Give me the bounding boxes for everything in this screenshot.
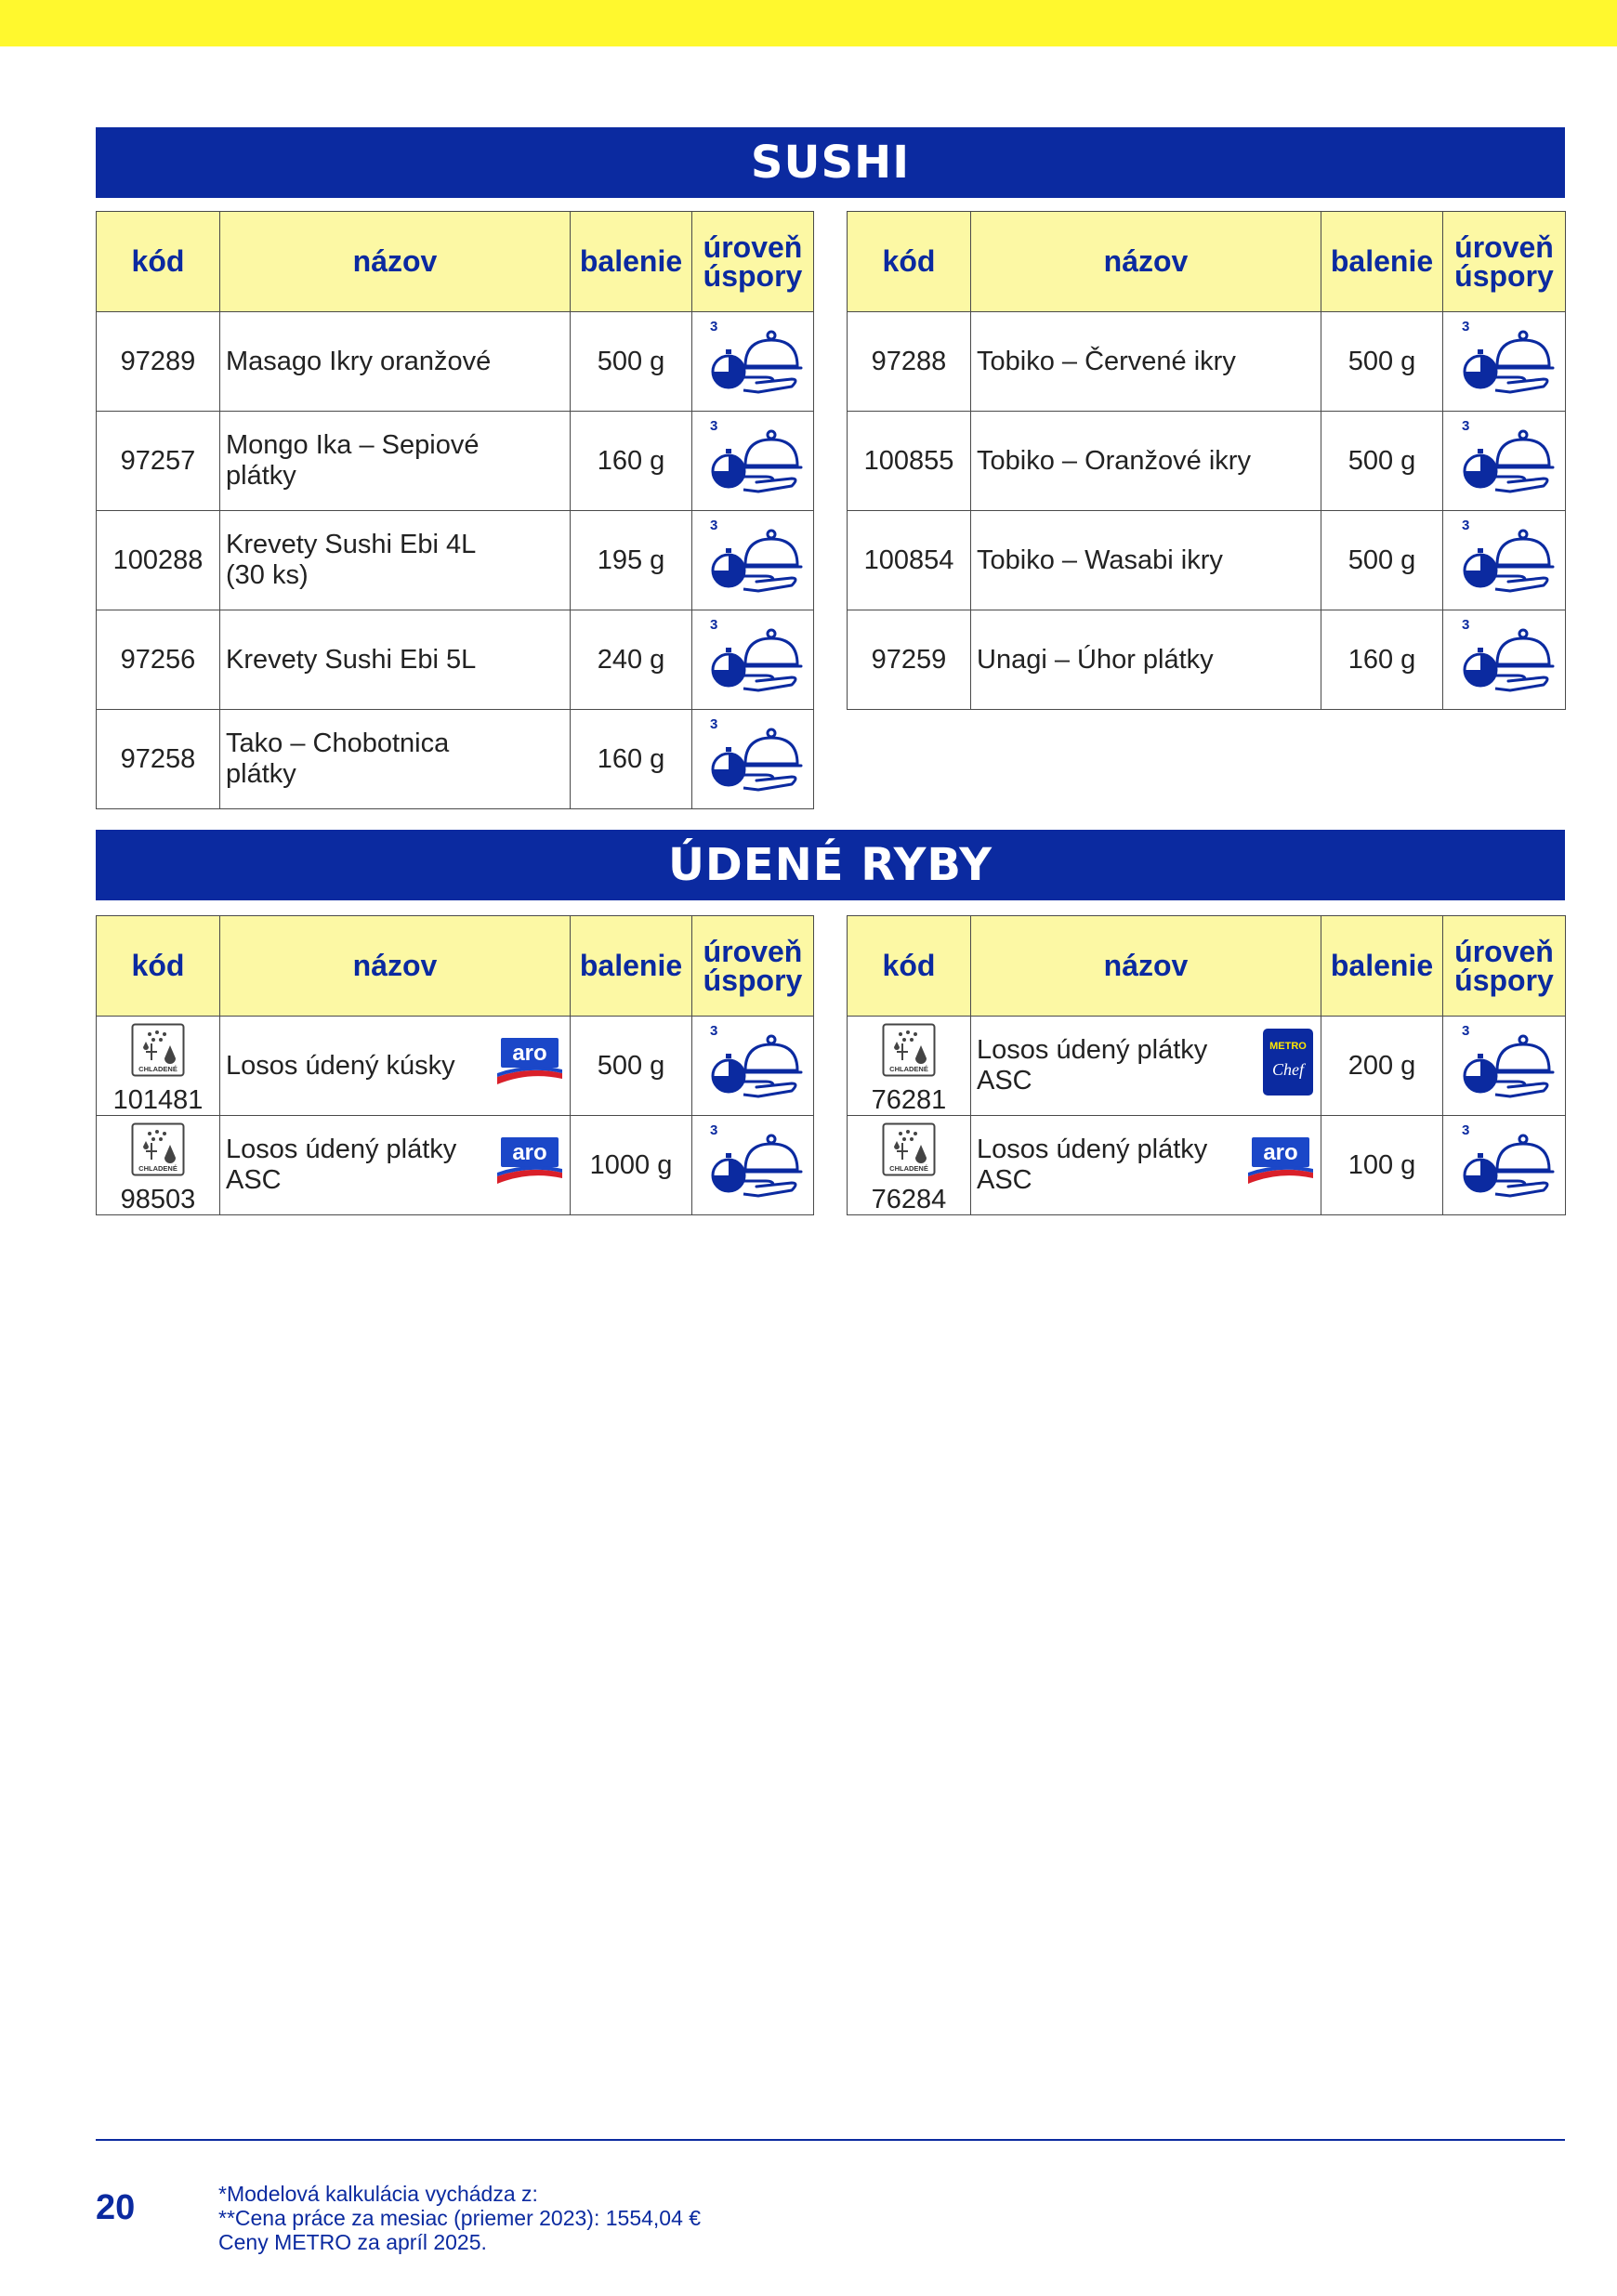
product-name bbox=[220, 1017, 571, 1116]
aro-brand-logo bbox=[495, 1135, 564, 1195]
product-name-line: Tako – Chobotnica bbox=[226, 728, 450, 758]
savings-level-cell bbox=[1443, 312, 1566, 412]
product-name bbox=[220, 412, 571, 511]
product-name bbox=[971, 1116, 1321, 1215]
savings-level-cloche-icon bbox=[1453, 1020, 1557, 1111]
svg-text:3: 3 bbox=[1461, 319, 1469, 335]
product-pack-size: 100 g bbox=[1321, 1116, 1443, 1215]
header-pack: balenie bbox=[1321, 212, 1443, 312]
table-row bbox=[97, 1017, 814, 1116]
footnote-line: **Cena práce za mesiac (priemer 2023): 1554,04 € bbox=[218, 2206, 702, 2230]
savings-level-cell bbox=[692, 1116, 814, 1215]
product-name-text bbox=[977, 545, 1321, 576]
header-code: kód bbox=[97, 212, 220, 312]
product-name bbox=[220, 710, 571, 809]
product-name bbox=[220, 511, 571, 610]
product-name-line: Unagi – Úhor plátky bbox=[977, 644, 1214, 675]
product-pack-size: 160 g bbox=[1321, 610, 1443, 710]
product-code: 76281 bbox=[871, 1085, 947, 1115]
product-name-text bbox=[226, 347, 570, 377]
table-row bbox=[97, 312, 814, 412]
product-name bbox=[220, 312, 571, 412]
savings-level-cell bbox=[692, 610, 814, 710]
product-name-text bbox=[226, 430, 570, 492]
table-row bbox=[848, 610, 1566, 710]
product-name-line: ASC bbox=[226, 1165, 282, 1195]
savings-level-cell bbox=[692, 312, 814, 412]
product-code: 76284 bbox=[871, 1185, 947, 1214]
svg-text:3: 3 bbox=[710, 319, 718, 335]
savings-level-cloche-icon bbox=[701, 614, 805, 705]
svg-text:aro: aro bbox=[512, 1041, 547, 1066]
svg-text:CHLADENÉ: CHLADENÉ bbox=[138, 1164, 177, 1173]
product-code-cell bbox=[97, 1116, 220, 1215]
product-name-text bbox=[226, 728, 570, 790]
product-name bbox=[220, 610, 571, 710]
product-pack-size: 200 g bbox=[1321, 1017, 1443, 1116]
product-pack-size: 500 g bbox=[571, 312, 692, 412]
chilled-storage-icon bbox=[848, 1023, 970, 1084]
svg-text:3: 3 bbox=[710, 1122, 718, 1138]
table-row bbox=[97, 511, 814, 610]
product-name-text bbox=[977, 446, 1321, 477]
product-code: 97258 bbox=[97, 710, 220, 809]
product-name-line: Tobiko – Wasabi ikry bbox=[977, 544, 1223, 575]
savings-level-cell bbox=[1443, 511, 1566, 610]
product-name-line: Tobiko – Oranžové ikry bbox=[977, 445, 1251, 476]
product-name bbox=[971, 610, 1321, 710]
header-name: názov bbox=[220, 916, 571, 1017]
product-name-line: Losos údený kúsky bbox=[226, 1050, 455, 1081]
product-name-with-brand bbox=[977, 1135, 1321, 1196]
svg-text:Chef: Chef bbox=[1272, 1060, 1304, 1079]
product-code-cell bbox=[848, 1017, 971, 1116]
header-pack: balenie bbox=[571, 916, 692, 1017]
product-code-cell bbox=[97, 1017, 220, 1116]
header-name: názov bbox=[971, 916, 1321, 1017]
savings-level-cell bbox=[692, 1017, 814, 1116]
svg-text:aro: aro bbox=[512, 1140, 547, 1165]
product-name-text bbox=[977, 1135, 1207, 1196]
product-code: 97288 bbox=[848, 312, 971, 412]
product-name-text bbox=[226, 530, 570, 591]
savings-level-cell bbox=[1443, 412, 1566, 511]
product-name-line: ASC bbox=[977, 1165, 1032, 1195]
product-name-text bbox=[226, 1135, 456, 1196]
product-pack-size: 500 g bbox=[1321, 511, 1443, 610]
aro-brand-logo bbox=[1246, 1135, 1315, 1195]
savings-level-cloche-icon bbox=[701, 1120, 805, 1211]
metro-chef-brand-logo bbox=[1261, 1027, 1315, 1105]
product-name-line: Krevety Sushi Ebi 4L bbox=[226, 530, 477, 559]
product-code: 101481 bbox=[112, 1085, 204, 1115]
product-name-line: plátky bbox=[226, 461, 296, 491]
sushi-table-right bbox=[847, 211, 1566, 710]
product-name bbox=[971, 1017, 1321, 1116]
footnote-line: Ceny METRO za apríl 2025. bbox=[218, 2230, 487, 2254]
svg-text:METRO: METRO bbox=[1269, 1041, 1307, 1052]
product-code: 100854 bbox=[848, 511, 971, 610]
header-pack: balenie bbox=[571, 212, 692, 312]
product-name-text bbox=[977, 347, 1321, 377]
table-row bbox=[848, 312, 1566, 412]
section-title-smoked-fish: ÚDENÉ RYBY bbox=[96, 830, 1565, 900]
product-name-line: Krevety Sushi Ebi 5L bbox=[226, 644, 477, 675]
product-name bbox=[971, 412, 1321, 511]
product-pack-size: 1000 g bbox=[571, 1116, 692, 1215]
product-name bbox=[971, 511, 1321, 610]
table-header bbox=[97, 212, 814, 312]
product-code: 97256 bbox=[97, 610, 220, 710]
table-row bbox=[97, 710, 814, 809]
savings-level-cell bbox=[692, 511, 814, 610]
svg-text:3: 3 bbox=[710, 518, 718, 533]
header-level: úroveň úspory bbox=[1443, 212, 1566, 312]
svg-text:3: 3 bbox=[1461, 518, 1469, 533]
product-code: 97257 bbox=[97, 412, 220, 511]
svg-text:CHLADENÉ: CHLADENÉ bbox=[138, 1065, 177, 1073]
product-name-text bbox=[977, 1035, 1207, 1096]
header-code: kód bbox=[848, 916, 971, 1017]
header-code: kód bbox=[97, 916, 220, 1017]
product-name-text bbox=[226, 1051, 455, 1082]
savings-level-cloche-icon bbox=[1453, 1120, 1557, 1211]
product-name-text bbox=[977, 645, 1321, 676]
chilled-storage-icon bbox=[97, 1023, 219, 1084]
savings-level-cloche-icon bbox=[701, 1020, 805, 1111]
product-name-line: plátky bbox=[226, 759, 296, 789]
svg-text:3: 3 bbox=[1461, 1122, 1469, 1138]
smoked-table-right bbox=[847, 915, 1566, 1215]
table-header bbox=[848, 916, 1566, 1017]
product-name-line: Losos údený plátky bbox=[977, 1035, 1208, 1065]
savings-level-cloche-icon bbox=[1453, 515, 1557, 606]
savings-level-cell bbox=[692, 412, 814, 511]
header-pack: balenie bbox=[1321, 916, 1443, 1017]
svg-text:3: 3 bbox=[1461, 1023, 1469, 1039]
svg-text:3: 3 bbox=[710, 617, 718, 633]
product-code: 97259 bbox=[848, 610, 971, 710]
product-name-line: Mongo Ika – Sepiové bbox=[226, 430, 480, 460]
product-pack-size: 500 g bbox=[571, 1017, 692, 1116]
footnote-line: *Modelová kalkulácia vychádza z: bbox=[218, 2182, 538, 2206]
header-name: názov bbox=[971, 212, 1321, 312]
savings-level-cell bbox=[1443, 1116, 1566, 1215]
svg-text:CHLADENÉ: CHLADENÉ bbox=[889, 1065, 928, 1073]
footer-divider bbox=[96, 2139, 1565, 2141]
savings-level-cloche-icon bbox=[701, 316, 805, 407]
sushi-table-left bbox=[96, 211, 814, 809]
product-code: 100855 bbox=[848, 412, 971, 511]
product-pack-size: 240 g bbox=[571, 610, 692, 710]
product-name-line: Losos údený plátky bbox=[977, 1135, 1208, 1164]
savings-level-cloche-icon bbox=[1453, 316, 1557, 407]
svg-text:aro: aro bbox=[1263, 1140, 1298, 1165]
svg-text:CHLADENÉ: CHLADENÉ bbox=[889, 1164, 928, 1173]
chilled-storage-icon bbox=[848, 1122, 970, 1184]
footnotes bbox=[218, 2182, 701, 2254]
product-pack-size: 500 g bbox=[1321, 412, 1443, 511]
product-code: 98503 bbox=[120, 1185, 196, 1214]
svg-text:3: 3 bbox=[1461, 418, 1469, 434]
product-pack-size: 195 g bbox=[571, 511, 692, 610]
aro-brand-logo bbox=[495, 1036, 564, 1096]
svg-text:3: 3 bbox=[710, 716, 718, 732]
product-name-text bbox=[226, 645, 570, 676]
product-pack-size: 160 g bbox=[571, 412, 692, 511]
product-code: 97289 bbox=[97, 312, 220, 412]
table-row bbox=[848, 1116, 1566, 1215]
product-pack-size: 160 g bbox=[571, 710, 692, 809]
header-level: úroveň úspory bbox=[692, 212, 814, 312]
chilled-storage-icon bbox=[97, 1122, 219, 1184]
savings-level-cloche-icon bbox=[701, 515, 805, 606]
table-row bbox=[848, 412, 1566, 511]
savings-level-cell bbox=[1443, 610, 1566, 710]
svg-text:3: 3 bbox=[710, 418, 718, 434]
header-code: kód bbox=[848, 212, 971, 312]
product-name-line: Masago Ikry oranžové bbox=[226, 346, 492, 376]
product-name-with-brand bbox=[977, 1027, 1321, 1105]
section-title-sushi: SUSHI bbox=[96, 127, 1565, 198]
product-name-with-brand bbox=[226, 1036, 570, 1096]
table-row bbox=[97, 1116, 814, 1215]
product-name-line: Losos údený plátky bbox=[226, 1135, 457, 1164]
product-code-cell bbox=[848, 1116, 971, 1215]
table-row bbox=[97, 412, 814, 511]
savings-level-cloche-icon bbox=[701, 714, 805, 805]
table-header bbox=[97, 916, 814, 1017]
smoked-table-left bbox=[96, 915, 814, 1215]
savings-level-cloche-icon bbox=[701, 415, 805, 506]
svg-text:3: 3 bbox=[1461, 617, 1469, 633]
product-name-with-brand bbox=[226, 1135, 570, 1196]
product-code: 100288 bbox=[97, 511, 220, 610]
table-row bbox=[97, 610, 814, 710]
product-name-line: (30 ks) bbox=[226, 560, 309, 590]
header-name: názov bbox=[220, 212, 571, 312]
table-header bbox=[848, 212, 1566, 312]
product-name-line: ASC bbox=[977, 1066, 1032, 1096]
header-level: úroveň úspory bbox=[1443, 916, 1566, 1017]
svg-text:3: 3 bbox=[710, 1023, 718, 1039]
product-name bbox=[971, 312, 1321, 412]
table-row bbox=[848, 511, 1566, 610]
top-yellow-bar bbox=[0, 0, 1617, 46]
product-name bbox=[220, 1116, 571, 1215]
savings-level-cloche-icon bbox=[1453, 415, 1557, 506]
product-pack-size: 500 g bbox=[1321, 312, 1443, 412]
savings-level-cell bbox=[692, 710, 814, 809]
table-row bbox=[848, 1017, 1566, 1116]
savings-level-cloche-icon bbox=[1453, 614, 1557, 705]
page-number: 20 bbox=[96, 2188, 136, 2227]
header-level: úroveň úspory bbox=[692, 916, 814, 1017]
product-name-line: Tobiko – Červené ikry bbox=[977, 346, 1236, 376]
savings-level-cell bbox=[1443, 1017, 1566, 1116]
